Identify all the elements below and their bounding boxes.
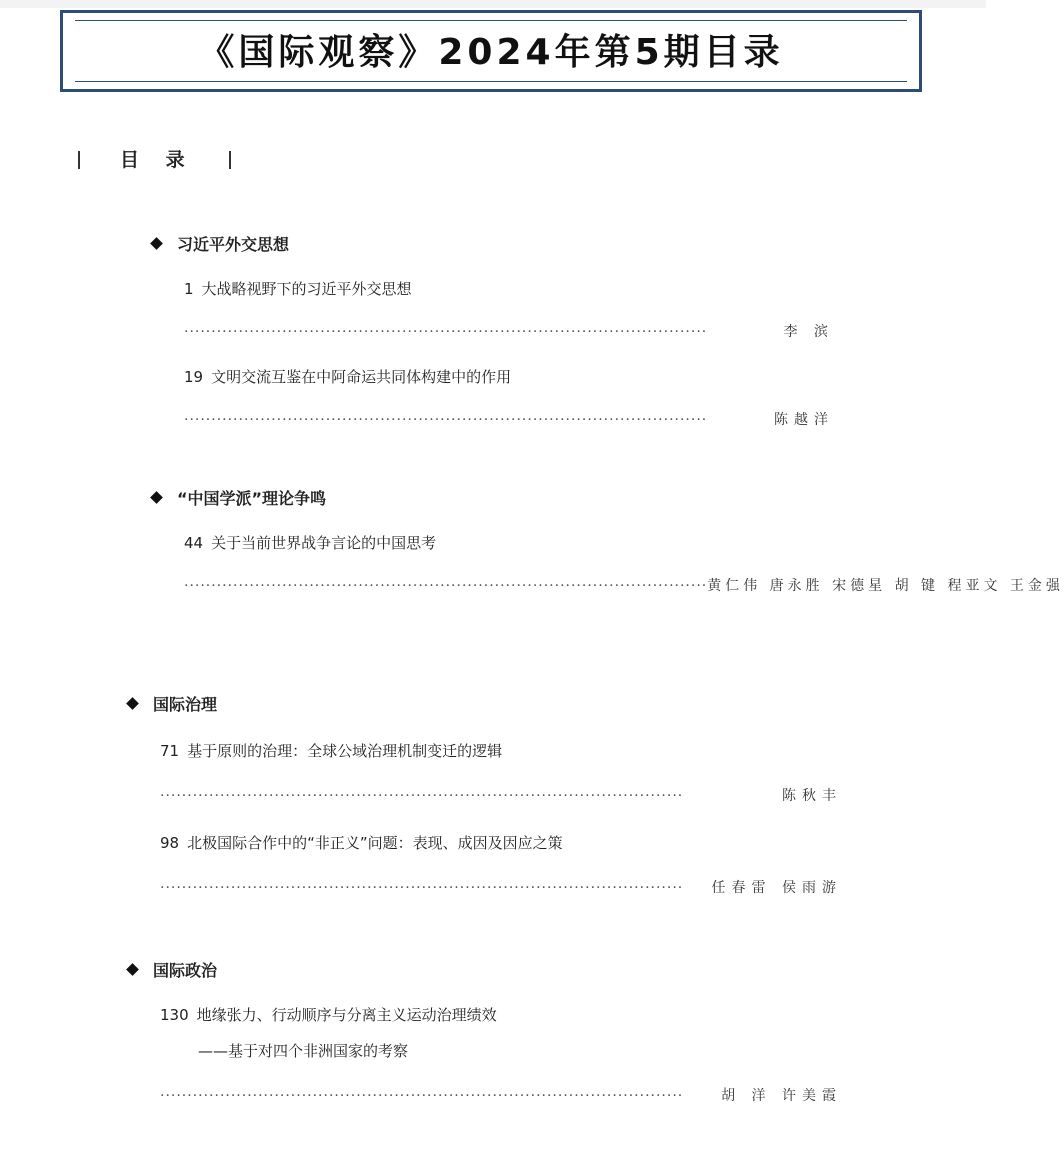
section-heading	[152, 488, 326, 510]
diamond-icon	[126, 963, 139, 976]
leader-dots: ································································································	[160, 880, 684, 896]
section-name: 习近平外交思想	[177, 235, 290, 254]
authors: 陈秋丰	[782, 788, 842, 804]
top-strip	[0, 0, 986, 8]
authors: 李 滨	[783, 324, 834, 340]
article-title-text: 大战略视野下的习近平外交思想	[201, 280, 412, 298]
page-number: 44	[184, 534, 204, 552]
diamond-icon	[150, 237, 163, 250]
article-title-text: 基于原则的治理：全球公域治理机制变迁的逻辑	[187, 742, 503, 760]
article-title[interactable]	[184, 278, 412, 300]
page-number: 98	[160, 834, 180, 852]
page-title: 《国际观察》2024年第5期目录	[198, 32, 784, 73]
authors: 陈越洋	[774, 412, 834, 428]
article-title[interactable]	[160, 1004, 497, 1026]
authors: 胡 洋 许美霞	[721, 1088, 842, 1104]
diamond-icon	[150, 491, 163, 504]
diamond-icon	[126, 697, 139, 710]
article-title-text: 北极国际合作中的“非正义”问题：表现、成因及因应之策	[187, 834, 563, 852]
article-title[interactable]	[184, 532, 436, 554]
toc-bar-left	[78, 151, 80, 169]
leader-dots: ································································································	[184, 578, 708, 594]
page-number: 130	[160, 1006, 189, 1024]
leader-dots: ································································································	[184, 412, 708, 428]
toc-label: 目 录	[120, 148, 195, 171]
toc-bar-right	[229, 151, 231, 169]
banner-rule-bottom	[75, 81, 907, 82]
author-line	[160, 1086, 842, 1106]
leader-dots: ································································································	[184, 324, 708, 340]
author-line	[184, 410, 834, 430]
author-line	[160, 786, 842, 806]
section-heading	[128, 960, 217, 982]
authors: 任春雷 侯雨游	[711, 880, 842, 896]
page-number: 19	[184, 368, 204, 386]
article-title-text: 关于当前世界战争言论的中国思考	[211, 534, 437, 552]
article-subtitle: ——基于对四个非洲国家的考察	[198, 1042, 409, 1060]
author-line	[160, 878, 842, 898]
article-title-text: 文明交流互鉴在中阿命运共同体构建中的作用	[211, 368, 512, 386]
author-line	[184, 576, 1064, 596]
article-title-text: 地缘张力、行动顺序与分离主义运动治理绩效	[196, 1006, 497, 1024]
section-heading	[152, 234, 289, 256]
page-number: 1	[184, 280, 194, 298]
article-title[interactable]	[160, 832, 563, 854]
leader-dots: ································································································	[160, 1088, 684, 1104]
section-name: “中国学派”理论争鸣	[177, 489, 327, 508]
title-banner	[60, 10, 922, 92]
section-name: 国际政治	[153, 961, 218, 980]
section-heading	[128, 694, 217, 716]
author-line	[184, 322, 834, 342]
toc-header	[78, 146, 231, 173]
page-number: 71	[160, 742, 180, 760]
section-name: 国际治理	[153, 695, 218, 714]
leader-dots: ································································································	[160, 788, 684, 804]
article-title[interactable]	[184, 366, 511, 388]
article-title[interactable]	[160, 740, 502, 762]
banner-rule-top	[75, 20, 907, 21]
authors: 黄仁伟 唐永胜 宋德星 胡 键 程亚文 王金强	[707, 578, 1064, 594]
